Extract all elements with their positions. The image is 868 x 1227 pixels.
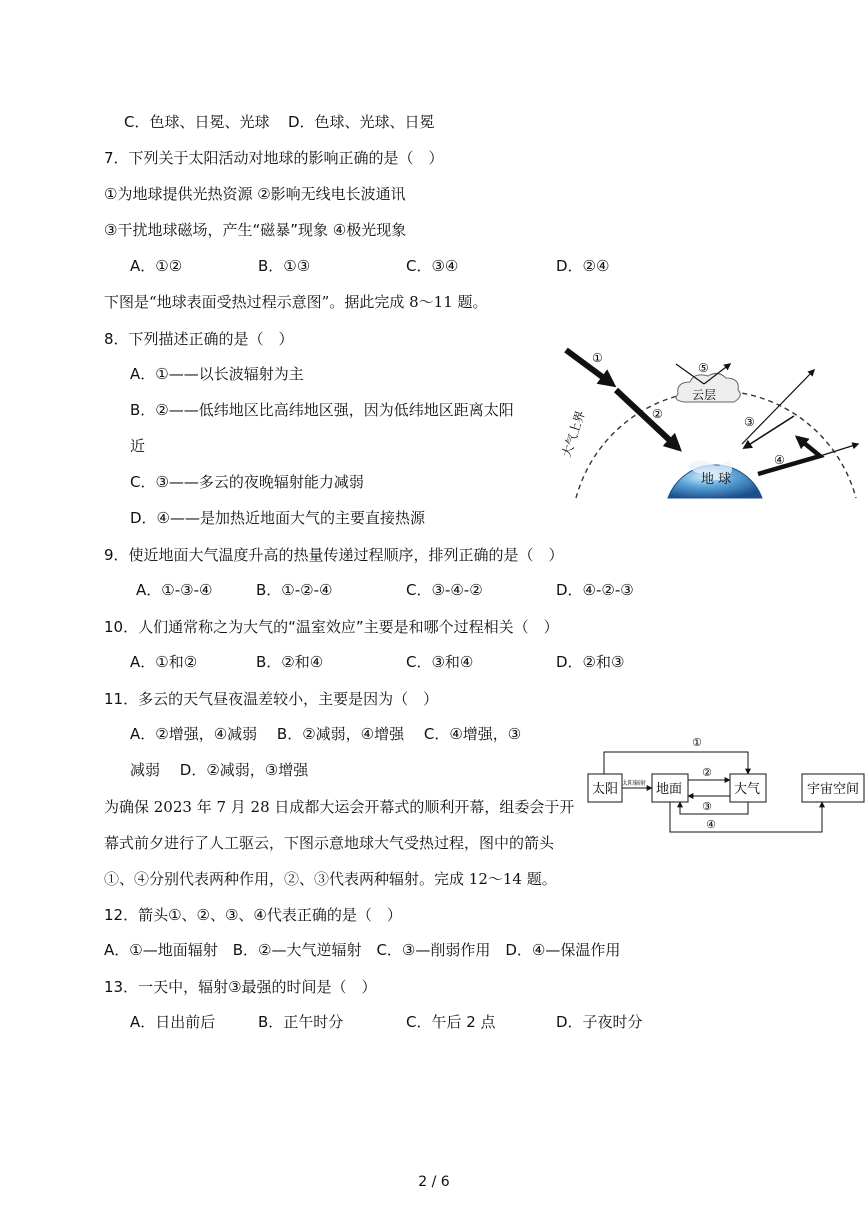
q10-option-d: D．②和③	[556, 653, 625, 671]
page-number: 2 / 6	[418, 1174, 450, 1190]
arrow-5-label: ⑤	[698, 361, 709, 375]
q9-stem: 9．使近地面大气温度升高的热量传递过程顺序，排列正确的是（ ）	[104, 546, 564, 564]
q13-stem: 13．一天中，辐射③最强的时间是（ ）	[104, 978, 377, 996]
sun-arrow-label: 太阳辐射	[622, 780, 647, 787]
q10-option-b: B．②和④	[256, 653, 324, 671]
arrow-2-label: ②	[652, 407, 663, 421]
arrow-1-label: ①	[592, 351, 603, 365]
arrow-3-label: ③	[744, 415, 755, 429]
q12-stem: 12．箭头①、②、③、④代表正确的是（ ）	[104, 906, 402, 924]
q13-option-b: B．正午时分	[258, 1013, 344, 1031]
q11-stem: 11．多云的天气昼夜温差较小，主要是因为（ ）	[104, 690, 439, 708]
q11-options-line1: A．②增强，④减弱 B．②减弱，④增强 C．④增强，③	[130, 725, 522, 743]
q7-items-1: ①为地球提供光热资源 ②影响无线电长波通讯	[104, 185, 406, 203]
intro-12-14-line3: ①、④分别代表两种作用，②、③代表两种辐射。完成 12～14 题。	[104, 870, 557, 888]
arrow-3-label: ③	[702, 800, 712, 813]
arrow-1-label: ①	[692, 736, 702, 749]
q8-option-d: D．④——是加热近地面大气的主要直接热源	[130, 509, 425, 527]
q9-option-c: C．③-④-②	[406, 581, 483, 599]
q9-option-a: A．①-③-④	[136, 581, 213, 599]
q8-stem: 8．下列描述正确的是（ ）	[104, 330, 294, 348]
atmosphere-boundary-label: 大气上界	[559, 408, 588, 459]
q8-option-c: C．③——多云的夜晚辐射能力减弱	[130, 473, 364, 491]
q8-option-a: A．①——以长波辐射为主	[130, 365, 304, 383]
q7-option-d: D．②④	[556, 257, 610, 275]
q6-option-d: D．色球、光球、日冕	[288, 113, 435, 131]
arrow-4-label: ④	[774, 453, 785, 467]
q7-option-c: C．③④	[406, 257, 459, 275]
q7-option-b: B．①③	[258, 257, 311, 275]
ground-label: 地面	[656, 782, 683, 797]
q8-option-b-line1: B．②——低纬地区比高纬地区强，因为低纬地区距离太阳	[130, 401, 514, 419]
q10-option-a: A．①和②	[130, 653, 198, 671]
q12-options: A．①—地面辐射 B．②—大气逆辐射 C．③—削弱作用 D．④—保温作用	[104, 941, 621, 959]
q13-option-d: D．子夜时分	[556, 1013, 643, 1031]
space-label: 宇宙空间	[807, 782, 860, 797]
q13-option-c: C．午后 2 点	[406, 1013, 496, 1031]
q11-options-line2: 减弱 D．②减弱，③增强	[130, 761, 309, 779]
q10-stem: 10．人们通常称之为大气的“温室效应”主要是和哪个过程相关（ ）	[104, 618, 559, 636]
q9-option-d: D．④-②-③	[556, 581, 634, 599]
q7-stem: 7．下列关于太阳活动对地球的影响正确的是（ ）	[104, 149, 444, 167]
intro-12-14-line2: 幕式前夕进行了人工驱云，下图示意地球大气受热过程，图中的箭头	[104, 834, 555, 852]
q6-option-c: C．色球、日冕、光球	[124, 113, 270, 131]
q13-option-a: A．日出前后	[130, 1013, 216, 1031]
q10-option-c: C．③和④	[406, 653, 474, 671]
atmosphere-label: 大气	[734, 782, 761, 797]
q7-option-a: A．①②	[130, 257, 183, 275]
earth-label: 地 球	[701, 472, 732, 487]
atmosphere-heating-flow-diagram	[582, 730, 868, 838]
sun-label: 太阳	[592, 782, 619, 797]
earth-heating-diagram	[558, 340, 864, 500]
q8-option-b-line2: 近	[130, 437, 146, 455]
cloud-label: 云层	[692, 388, 717, 402]
q9-option-b: B．①-②-④	[256, 581, 333, 599]
arrow-4-label: ④	[706, 818, 716, 831]
arrow-2-label: ②	[702, 766, 712, 779]
intro-8-11: 下图是“地球表面受热过程示意图”。据此完成 8～11 题。	[104, 293, 488, 311]
q7-items-2: ③干扰地球磁场，产生“磁暴”现象 ④极光现象	[104, 221, 407, 239]
intro-12-14-line1: 为确保 2023 年 7 月 28 日成都大运会开幕式的顺利开幕，组委会于开	[104, 798, 575, 816]
